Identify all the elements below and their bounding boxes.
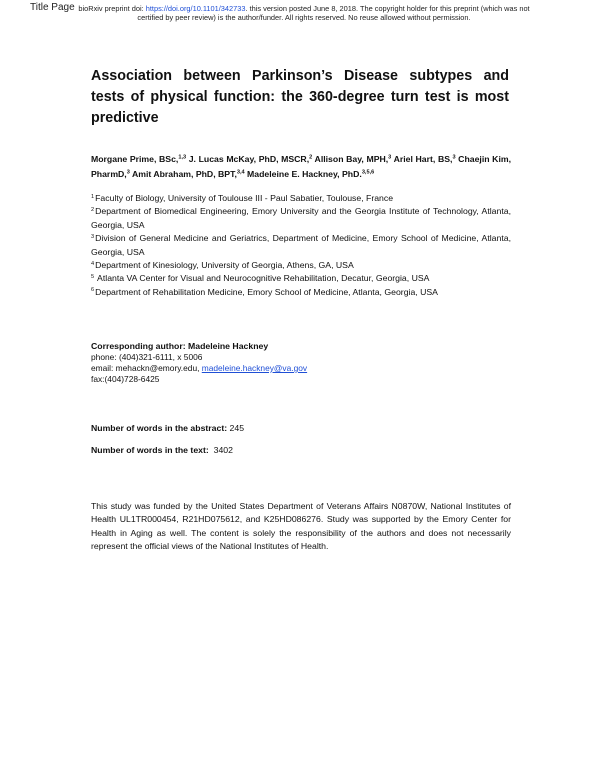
affiliation-text: Division of General Medicine and Geriatrics, Department of Medicine, Emory School of Medicine, Atlanta, Georgia, USA: [91, 233, 511, 257]
author-affil-sup: 3: [452, 154, 456, 161]
author: Morgane Prime, BSc,: [91, 154, 179, 164]
author-affil-sup: 3: [126, 169, 130, 176]
affiliation-item: [91, 259, 511, 272]
preprint-notice: [54, 4, 554, 22]
author: J. Lucas McKay, PhD, MSCR,: [186, 154, 310, 164]
affiliation-item: [91, 205, 511, 232]
corresponding-heading: Corresponding author: Madeleine Hackney: [91, 341, 269, 351]
affiliation-number: 4: [91, 260, 95, 267]
corresponding-author-block: [91, 341, 511, 385]
author-affil-sup: 3,4: [236, 169, 245, 176]
affiliation-text: Faculty of Biology, University of Toulouse III - Paul Sabatier, Toulouse, France: [95, 193, 394, 203]
affiliation-number: 6: [91, 287, 95, 294]
email-prefix: email: mehackn@emory.edu,: [91, 363, 202, 373]
affiliation-number: 5: [91, 273, 95, 280]
preprint-line2: certified by peer review) is the author/funder. All rights reserved. No reuse allowed without permission.: [137, 13, 471, 23]
author-affil-sup: 2: [309, 154, 313, 161]
text-word-count: [91, 444, 511, 456]
email-link[interactable]: madeleine.hackney@va.gov: [201, 363, 308, 373]
affiliation-text: Atlanta VA Center for Visual and Neurocognitive Rehabilitation, Decatur, Georgia, USA: [95, 273, 430, 284]
affiliation-number: 2: [91, 206, 95, 213]
affiliation-text: Department of Kinesiology, University of Georgia, Athens, GA, USA: [95, 260, 354, 271]
affiliation-item: [91, 272, 511, 285]
preprint-suffix: . this version posted June 8, 2018. The copyright holder for this preprint (which was not: [245, 4, 530, 13]
funding-statement: This study was funded by the United States Department of Veterans Affairs N0870W, National Institutes of Health UL1TR000454, R21HD075612, and K25HD086276. Study was supported by the Emory Center for Health in Aging as well. The content is solely the responsibility of the authors and does not necessarily represent the official views of the National Institutes of Health.: [91, 501, 511, 551]
affiliation-item: [91, 192, 511, 205]
author: Amit Abraham, PhD, BPT,: [129, 169, 237, 179]
author: Chaejin Kim, PharmD,: [91, 154, 512, 179]
affiliation-text: Department of Biomedical Engineering, Emory University and the Georgia Institute of Technology, Atlanta, Georgia, USA: [91, 206, 511, 230]
author-affil-sup: 3,5,6: [361, 169, 375, 176]
author: Allison Bay, MPH,: [312, 154, 389, 164]
affiliation-item: [91, 232, 511, 259]
text-count-label: Number of words in the text:: [91, 445, 209, 455]
affiliation-text: Department of Rehabilitation Medicine, Emory School of Medicine, Atlanta, Georgia, USA: [95, 286, 438, 297]
abstract-count-value: 245: [227, 423, 245, 433]
author: Madeleine E. Hackney, PhD.: [244, 169, 362, 179]
abstract-word-count: [91, 422, 511, 434]
fax-line: fax:(404)728-6425: [91, 374, 160, 384]
email-line: [91, 363, 511, 374]
paper-title: Association between Parkinson’s Disease subtypes and tests of physical function: the 360-degree turn test is most predictive: [91, 68, 509, 126]
author-affil-sup: 1,3: [178, 154, 187, 161]
affiliation-item: [91, 286, 511, 299]
text-count-value: 3402: [208, 445, 233, 455]
phone-line: phone: (404)321-6111, x 5006: [91, 352, 203, 362]
author-affil-sup: 3: [388, 154, 392, 161]
author: Ariel Hart, BS,: [391, 154, 453, 164]
author-list: [91, 152, 511, 182]
affiliation-number: 3: [91, 233, 95, 240]
doi-link[interactable]: https://doi.org/10.1101/342733: [145, 4, 246, 13]
abstract-count-label: Number of words in the abstract:: [91, 423, 228, 433]
affiliation-list: [91, 192, 511, 299]
page-label: Title Page: [30, 2, 75, 13]
preprint-prefix: bioRxiv preprint doi:: [78, 4, 146, 13]
affiliation-number: 1: [91, 193, 95, 200]
